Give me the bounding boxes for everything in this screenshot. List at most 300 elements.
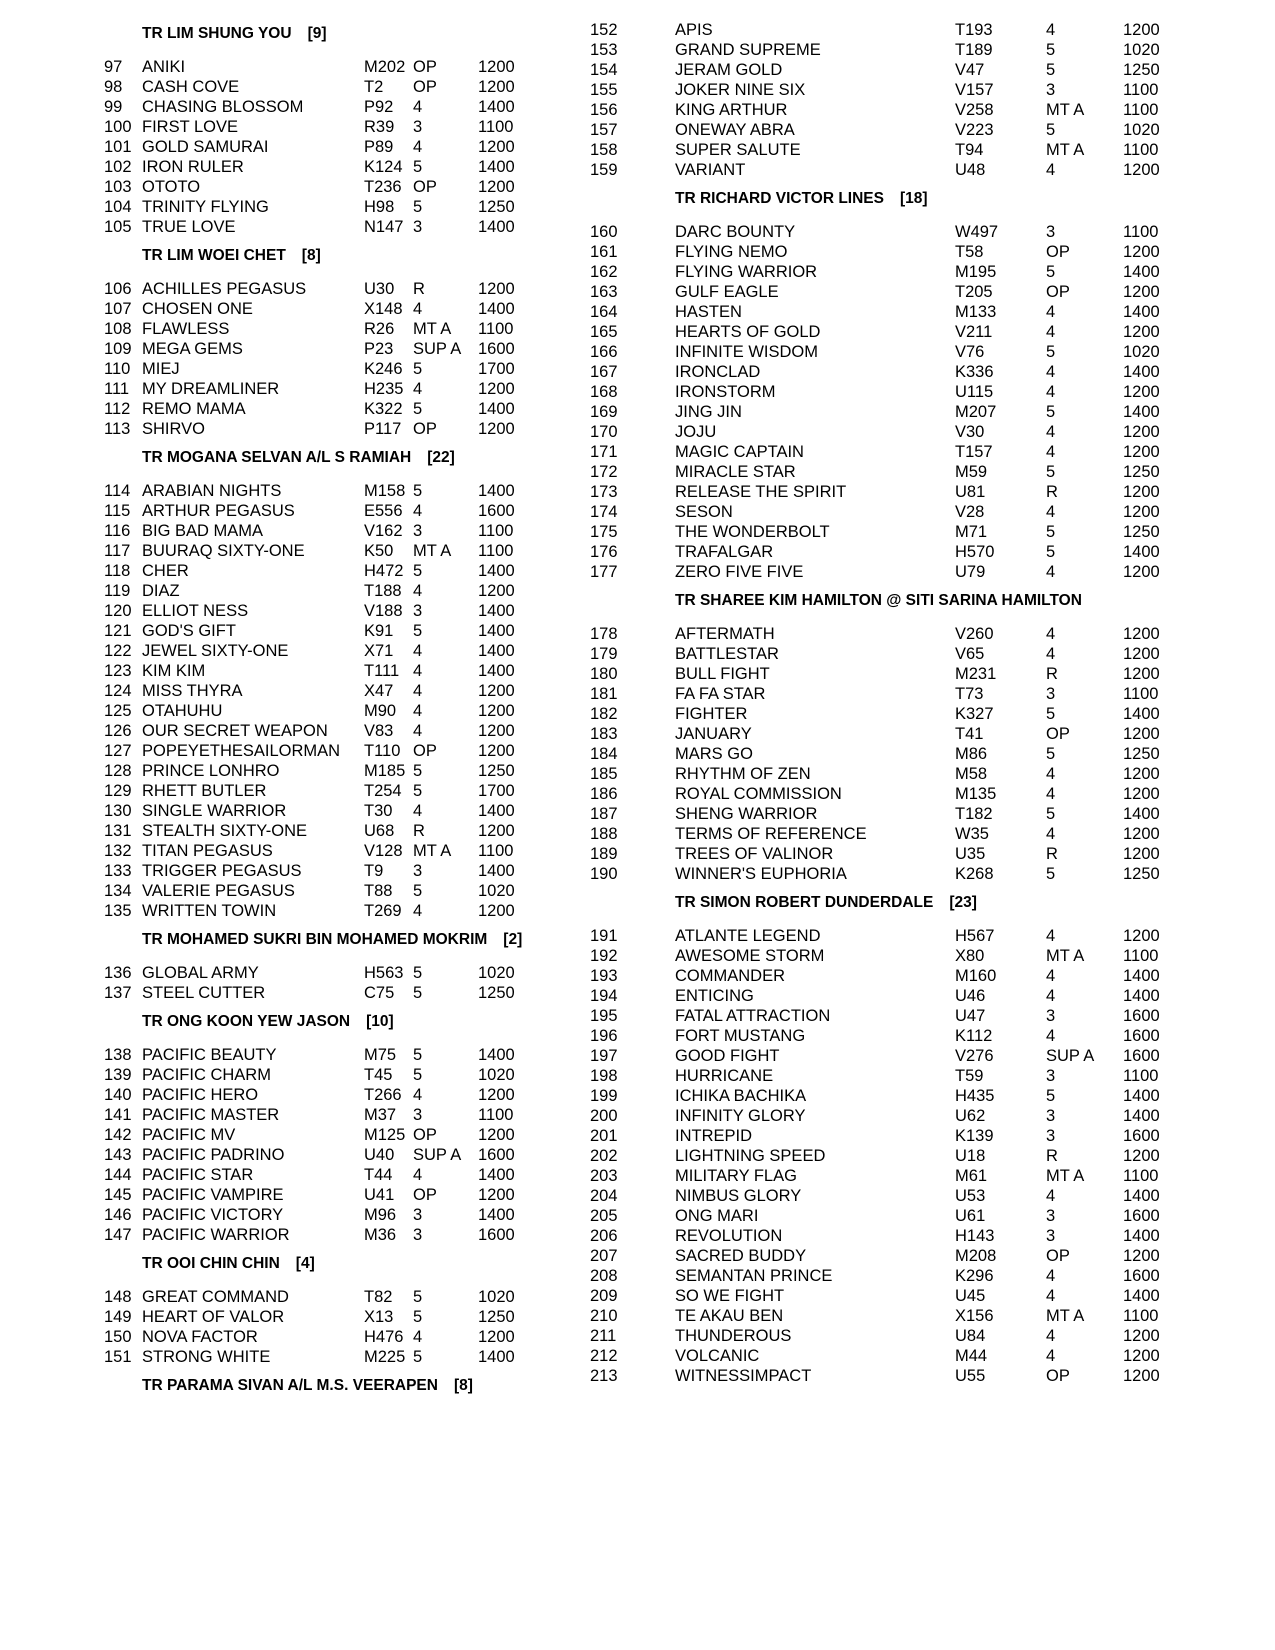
horse-distance: 1400 bbox=[478, 642, 515, 660]
horse-row bbox=[0, 1287, 600, 1307]
horse-rating: 4 bbox=[1046, 1287, 1056, 1305]
horse-name: PACIFIC VICTORY bbox=[142, 1206, 284, 1224]
horse-distance: 1200 bbox=[1123, 483, 1160, 501]
horse-code: X148 bbox=[364, 300, 403, 318]
horse-row bbox=[590, 744, 1275, 764]
horse-distance: 1600 bbox=[478, 340, 515, 358]
horse-row bbox=[0, 197, 600, 217]
horse-name: OTAHUHU bbox=[142, 702, 223, 720]
horse-row bbox=[590, 926, 1275, 946]
horse-number: 150 bbox=[104, 1328, 132, 1346]
horse-name: JEWEL SIXTY-ONE bbox=[142, 642, 289, 660]
horse-code: M75 bbox=[364, 1046, 397, 1064]
horse-rating: OP bbox=[413, 742, 437, 760]
horse-rating: 3 bbox=[413, 1106, 423, 1124]
horse-code: M207 bbox=[955, 403, 997, 421]
trainer-heading bbox=[0, 246, 600, 266]
horse-code: U79 bbox=[955, 563, 986, 581]
horse-rating: 5 bbox=[1046, 745, 1056, 763]
horse-name: STRONG WHITE bbox=[142, 1348, 271, 1366]
horse-number: 186 bbox=[590, 785, 618, 803]
horse-row bbox=[0, 781, 600, 801]
horse-number: 146 bbox=[104, 1206, 132, 1224]
horse-name: SHIRVO bbox=[142, 420, 205, 438]
horse-name: FIGHTER bbox=[675, 705, 748, 723]
horse-rating: 5 bbox=[413, 1308, 423, 1326]
horse-rating: SUP A bbox=[413, 340, 462, 358]
horse-number: 119 bbox=[104, 582, 131, 600]
horse-number: 137 bbox=[104, 984, 132, 1002]
horse-distance: 1400 bbox=[1123, 1187, 1160, 1205]
horse-row bbox=[590, 100, 1275, 120]
horse-row bbox=[0, 801, 600, 821]
horse-distance: 1200 bbox=[1123, 845, 1160, 863]
horse-name: CHOSEN ONE bbox=[142, 300, 253, 318]
horse-name: PACIFIC MASTER bbox=[142, 1106, 280, 1124]
horse-distance: 1200 bbox=[1123, 665, 1160, 683]
horse-code: T189 bbox=[955, 41, 993, 59]
horse-name: JING JIN bbox=[675, 403, 742, 421]
horse-name: MAGIC CAPTAIN bbox=[675, 443, 804, 461]
horse-number: 135 bbox=[104, 902, 132, 920]
horse-distance: 1100 bbox=[478, 118, 514, 136]
horse-rating: 4 bbox=[1046, 363, 1056, 381]
horse-rating: 5 bbox=[1046, 403, 1056, 421]
horse-distance: 1200 bbox=[478, 420, 515, 438]
horse-number: 125 bbox=[104, 702, 132, 720]
horse-code: U115 bbox=[955, 383, 994, 401]
horse-code: M37 bbox=[364, 1106, 397, 1124]
horse-row bbox=[590, 966, 1275, 986]
horse-row bbox=[590, 462, 1275, 482]
horse-rating: MT A bbox=[413, 842, 452, 860]
horse-code: M135 bbox=[955, 785, 997, 803]
horse-code: V83 bbox=[364, 722, 394, 740]
horse-name: LIGHTNING SPEED bbox=[675, 1147, 826, 1165]
horse-code: U35 bbox=[955, 845, 986, 863]
horse-rating: 5 bbox=[413, 1348, 423, 1366]
horse-code: H235 bbox=[364, 380, 404, 398]
horse-code: U81 bbox=[955, 483, 986, 501]
horse-row bbox=[0, 581, 600, 601]
horse-row bbox=[590, 946, 1275, 966]
horse-distance: 1200 bbox=[1123, 1147, 1160, 1165]
horse-row bbox=[590, 1326, 1275, 1346]
horse-name: TITAN PEGASUS bbox=[142, 842, 273, 860]
horse-rating: MT A bbox=[1046, 1307, 1085, 1325]
horse-row bbox=[590, 60, 1275, 80]
horse-number: 181 bbox=[590, 685, 618, 703]
horse-number: 180 bbox=[590, 665, 618, 683]
horse-number: 98 bbox=[104, 78, 123, 96]
horse-distance: 1200 bbox=[1123, 725, 1160, 743]
horse-distance: 1200 bbox=[478, 682, 515, 700]
horse-number: 195 bbox=[590, 1007, 618, 1025]
horse-name: SO WE FIGHT bbox=[675, 1287, 785, 1305]
horse-number: 157 bbox=[590, 121, 618, 139]
horse-code: H476 bbox=[364, 1328, 404, 1346]
horse-distance: 1200 bbox=[1123, 1347, 1160, 1365]
horse-rating: 5 bbox=[413, 1046, 423, 1064]
horse-distance: 1250 bbox=[1123, 463, 1160, 481]
horse-number: 147 bbox=[104, 1226, 132, 1244]
horse-distance: 1400 bbox=[478, 98, 515, 116]
horse-name: BUURAQ SIXTY-ONE bbox=[142, 542, 305, 560]
horse-code: C75 bbox=[364, 984, 395, 1002]
horse-distance: 1400 bbox=[1123, 967, 1160, 985]
horse-row bbox=[0, 721, 600, 741]
horse-row bbox=[590, 160, 1275, 180]
horse-number: 112 bbox=[104, 400, 131, 418]
horse-code: M59 bbox=[955, 463, 988, 481]
horse-code: V157 bbox=[955, 81, 994, 99]
horse-number: 175 bbox=[590, 523, 618, 541]
horse-name: HURRICANE bbox=[675, 1067, 774, 1085]
horse-row bbox=[0, 1145, 600, 1165]
horse-code: T88 bbox=[364, 882, 393, 900]
trainer-horse-count: [22] bbox=[427, 449, 455, 466]
horse-code: X156 bbox=[955, 1307, 994, 1325]
horse-rating: 5 bbox=[413, 1288, 423, 1306]
horse-number: 132 bbox=[104, 842, 132, 860]
horse-rating: 4 bbox=[1046, 765, 1056, 783]
horse-name: PACIFIC VAMPIRE bbox=[142, 1186, 284, 1204]
horse-rating: 4 bbox=[1046, 323, 1056, 341]
horse-row bbox=[590, 1186, 1275, 1206]
horse-rating: 5 bbox=[1046, 543, 1056, 561]
horse-rating: R bbox=[1046, 845, 1058, 863]
trainer-name: TR ONG KOON YEW JASON bbox=[142, 1013, 351, 1030]
horse-code: T30 bbox=[364, 802, 393, 820]
horse-code: V30 bbox=[955, 423, 985, 441]
horse-number: 210 bbox=[590, 1307, 618, 1325]
horse-row bbox=[0, 521, 600, 541]
horse-name: WINNER'S EUPHORIA bbox=[675, 865, 847, 883]
horse-number: 134 bbox=[104, 882, 132, 900]
horse-rating: 4 bbox=[1046, 825, 1056, 843]
horse-name: GLOBAL ARMY bbox=[142, 964, 259, 982]
trainer-name: TR LIM WOEI CHET bbox=[142, 247, 286, 264]
horse-row bbox=[590, 1066, 1275, 1086]
horse-row bbox=[590, 704, 1275, 724]
horse-code: T73 bbox=[955, 685, 984, 703]
horse-row bbox=[0, 621, 600, 641]
horse-distance: 1100 bbox=[1123, 81, 1159, 99]
horse-name: MY DREAMLINER bbox=[142, 380, 280, 398]
horse-code: M61 bbox=[955, 1167, 988, 1185]
horse-rating: 3 bbox=[1046, 1127, 1056, 1145]
horse-row bbox=[590, 422, 1275, 442]
horse-row bbox=[0, 1045, 600, 1065]
horse-number: 178 bbox=[590, 625, 618, 643]
horse-code: M71 bbox=[955, 523, 988, 541]
trainer-heading bbox=[590, 893, 1275, 913]
horse-code: M208 bbox=[955, 1247, 997, 1265]
horse-rating: 5 bbox=[413, 762, 423, 780]
horse-row bbox=[590, 804, 1275, 824]
horse-number: 173 bbox=[590, 483, 618, 501]
horse-code: W497 bbox=[955, 223, 999, 241]
horse-distance: 1400 bbox=[478, 300, 515, 318]
horse-number: 162 bbox=[590, 263, 618, 281]
horse-name: PRINCE LONHRO bbox=[142, 762, 280, 780]
horse-code: M36 bbox=[364, 1226, 397, 1244]
horse-number: 192 bbox=[590, 947, 618, 965]
horse-code: V260 bbox=[955, 625, 994, 643]
horse-rating: OP bbox=[413, 1186, 437, 1204]
trainer-horse-count: [8] bbox=[453, 1377, 473, 1394]
horse-name: PACIFIC HERO bbox=[142, 1086, 259, 1104]
horse-code: T82 bbox=[364, 1288, 393, 1306]
horse-distance: 1400 bbox=[1123, 263, 1160, 281]
horse-rating: 4 bbox=[413, 902, 423, 920]
horse-number: 166 bbox=[590, 343, 618, 361]
horse-rating: 3 bbox=[413, 1206, 423, 1224]
horse-distance: 1400 bbox=[478, 1348, 515, 1366]
horse-code: T266 bbox=[364, 1086, 402, 1104]
horse-number: 183 bbox=[590, 725, 618, 743]
horse-number: 155 bbox=[590, 81, 618, 99]
horse-row bbox=[0, 1125, 600, 1145]
horse-distance: 1200 bbox=[478, 280, 515, 298]
horse-code: H435 bbox=[955, 1087, 995, 1105]
horse-code: U45 bbox=[955, 1287, 986, 1305]
horse-code: M225 bbox=[364, 1348, 406, 1366]
horse-row bbox=[0, 821, 600, 841]
horse-distance: 1200 bbox=[1123, 283, 1160, 301]
horse-name: KING ARTHUR bbox=[675, 101, 788, 119]
horse-distance: 1200 bbox=[1123, 1327, 1160, 1345]
horse-row bbox=[0, 963, 600, 983]
trainer-name: TR PARAMA SIVAN A/L M.S. VEERAPEN bbox=[142, 1377, 438, 1394]
horse-row bbox=[0, 379, 600, 399]
horse-number: 205 bbox=[590, 1207, 618, 1225]
horse-row bbox=[0, 541, 600, 561]
horse-row bbox=[590, 1206, 1275, 1226]
horse-distance: 1200 bbox=[478, 902, 515, 920]
horse-number: 138 bbox=[104, 1046, 132, 1064]
horse-code: T2 bbox=[364, 78, 384, 96]
horse-code: P117 bbox=[364, 420, 402, 438]
horse-number: 101 bbox=[104, 138, 132, 156]
trainer-heading bbox=[590, 189, 1275, 209]
horse-row bbox=[0, 279, 600, 299]
horse-rating: R bbox=[1046, 665, 1058, 683]
horse-number: 202 bbox=[590, 1147, 618, 1165]
horse-distance: 1600 bbox=[1123, 1047, 1160, 1065]
horse-row bbox=[590, 1246, 1275, 1266]
horse-name: VARIANT bbox=[675, 161, 746, 179]
horse-number: 142 bbox=[104, 1126, 132, 1144]
horse-row bbox=[0, 1105, 600, 1125]
horse-rating: MT A bbox=[1046, 141, 1085, 159]
horse-code: X47 bbox=[364, 682, 394, 700]
horse-name: THE WONDERBOLT bbox=[675, 523, 830, 541]
horse-name: OTOTO bbox=[142, 178, 201, 196]
horse-row bbox=[590, 684, 1275, 704]
horse-code: X80 bbox=[955, 947, 985, 965]
horse-distance: 1200 bbox=[1123, 323, 1160, 341]
horse-code: T45 bbox=[364, 1066, 393, 1084]
horse-row bbox=[0, 761, 600, 781]
horse-name: VOLCANIC bbox=[675, 1347, 760, 1365]
horse-code: T236 bbox=[364, 178, 402, 196]
horse-number: 197 bbox=[590, 1047, 618, 1065]
horse-code: K91 bbox=[364, 622, 394, 640]
horse-rating: 4 bbox=[1046, 967, 1056, 985]
horse-distance: 1250 bbox=[478, 762, 515, 780]
horse-number: 193 bbox=[590, 967, 618, 985]
horse-distance: 1700 bbox=[478, 782, 515, 800]
horse-distance: 1200 bbox=[1123, 161, 1160, 179]
horse-distance: 1400 bbox=[478, 602, 515, 620]
horse-distance: 1400 bbox=[1123, 805, 1160, 823]
trainer-name: TR RICHARD VICTOR LINES bbox=[675, 190, 884, 207]
horse-rating: 5 bbox=[1046, 1087, 1056, 1105]
horse-code: U41 bbox=[364, 1186, 395, 1204]
horse-row bbox=[0, 1185, 600, 1205]
horse-number: 196 bbox=[590, 1027, 618, 1045]
horse-number: 106 bbox=[104, 280, 132, 298]
horse-distance: 1200 bbox=[478, 702, 515, 720]
horse-row bbox=[0, 681, 600, 701]
horse-row bbox=[590, 282, 1275, 302]
horse-distance: 1200 bbox=[1123, 383, 1160, 401]
horse-number: 109 bbox=[104, 340, 132, 358]
horse-number: 136 bbox=[104, 964, 132, 982]
horse-row bbox=[0, 1065, 600, 1085]
horse-name: ATLANTE LEGEND bbox=[675, 927, 821, 945]
horse-distance: 1600 bbox=[1123, 1267, 1160, 1285]
horse-name: DARC BOUNTY bbox=[675, 223, 796, 241]
horse-rating: 5 bbox=[413, 882, 423, 900]
horse-rating: 4 bbox=[413, 1086, 423, 1104]
horse-distance: 1020 bbox=[1123, 41, 1160, 59]
horse-distance: 1200 bbox=[1123, 645, 1160, 663]
horse-row bbox=[590, 20, 1275, 40]
horse-distance: 1200 bbox=[478, 1126, 515, 1144]
horse-distance: 1400 bbox=[478, 218, 515, 236]
horse-rating: 5 bbox=[413, 562, 423, 580]
horse-number: 176 bbox=[590, 543, 618, 561]
horse-row bbox=[0, 661, 600, 681]
trainer-name: TR MOHAMED SUKRI BIN MOHAMED MOKRIM bbox=[142, 931, 488, 948]
horse-row bbox=[0, 1225, 600, 1245]
horse-rating: 4 bbox=[413, 722, 423, 740]
horse-row bbox=[0, 501, 600, 521]
horse-number: 168 bbox=[590, 383, 618, 401]
horse-rating: 3 bbox=[1046, 1007, 1056, 1025]
horse-name: IRON RULER bbox=[142, 158, 244, 176]
horse-row bbox=[590, 140, 1275, 160]
horse-name: JOJU bbox=[675, 423, 717, 441]
horse-distance: 1100 bbox=[1123, 223, 1159, 241]
horse-name: BIG BAD MAMA bbox=[142, 522, 264, 540]
horse-rating: 4 bbox=[1046, 927, 1056, 945]
horse-distance: 1200 bbox=[1123, 927, 1160, 945]
horse-number: 121 bbox=[104, 622, 132, 640]
horse-code: T111 bbox=[364, 662, 400, 680]
horse-distance: 1400 bbox=[478, 862, 515, 880]
horse-row bbox=[590, 222, 1275, 242]
horse-row bbox=[590, 1046, 1275, 1066]
horse-code: M160 bbox=[955, 967, 997, 985]
horse-rating: 4 bbox=[413, 662, 423, 680]
horse-name: ONG MARI bbox=[675, 1207, 759, 1225]
horse-code: M133 bbox=[955, 303, 997, 321]
horse-row bbox=[0, 1347, 600, 1367]
horse-distance: 1100 bbox=[478, 842, 514, 860]
horse-number: 165 bbox=[590, 323, 618, 341]
horse-row bbox=[590, 262, 1275, 282]
horse-number: 104 bbox=[104, 198, 132, 216]
horse-row bbox=[0, 97, 600, 117]
horse-rating: R bbox=[413, 280, 425, 298]
horse-distance: 1100 bbox=[1123, 685, 1159, 703]
horse-code: K246 bbox=[364, 360, 403, 378]
horse-name: KIM KIM bbox=[142, 662, 206, 680]
horse-number: 122 bbox=[104, 642, 132, 660]
horse-number: 111 bbox=[104, 380, 130, 398]
horse-name: AWESOME STORM bbox=[675, 947, 825, 965]
trainer-heading bbox=[0, 1254, 600, 1274]
horse-row bbox=[0, 841, 600, 861]
horse-number: 148 bbox=[104, 1288, 132, 1306]
horse-rating: 4 bbox=[1046, 625, 1056, 643]
horse-name: MILITARY FLAG bbox=[675, 1167, 797, 1185]
horse-row bbox=[590, 1226, 1275, 1246]
horse-name: JANUARY bbox=[675, 725, 752, 743]
horse-distance: 1600 bbox=[1123, 1207, 1160, 1225]
horse-code: H563 bbox=[364, 964, 404, 982]
horse-code: V76 bbox=[955, 343, 985, 361]
horse-number: 185 bbox=[590, 765, 618, 783]
horse-rating: 4 bbox=[1046, 443, 1056, 461]
horse-name: PACIFIC STAR bbox=[142, 1166, 254, 1184]
horse-row bbox=[590, 784, 1275, 804]
horse-rating: 4 bbox=[1046, 21, 1056, 39]
horse-name: GULF EAGLE bbox=[675, 283, 779, 301]
horse-code: U30 bbox=[364, 280, 395, 298]
horse-number: 208 bbox=[590, 1267, 618, 1285]
horse-name: GOD'S GIFT bbox=[142, 622, 236, 640]
horse-code: M44 bbox=[955, 1347, 988, 1365]
horse-rating: 4 bbox=[413, 502, 423, 520]
horse-number: 187 bbox=[590, 805, 618, 823]
horse-row bbox=[0, 157, 600, 177]
horse-rating: 5 bbox=[413, 1066, 423, 1084]
horse-code: T9 bbox=[364, 862, 384, 880]
horse-distance: 1250 bbox=[478, 984, 515, 1002]
horse-rating: OP bbox=[413, 178, 437, 196]
horse-name: CHASING BLOSSOM bbox=[142, 98, 304, 116]
horse-distance: 1400 bbox=[478, 400, 515, 418]
horse-distance: 1200 bbox=[1123, 625, 1160, 643]
horse-name: HEART OF VALOR bbox=[142, 1308, 285, 1326]
horse-rating: 3 bbox=[1046, 685, 1056, 703]
horse-rating: OP bbox=[413, 1126, 437, 1144]
horse-code: U84 bbox=[955, 1327, 986, 1345]
horse-number: 100 bbox=[104, 118, 132, 136]
horse-distance: 1020 bbox=[478, 1288, 515, 1306]
horse-code: V211 bbox=[955, 323, 993, 341]
horse-row bbox=[590, 322, 1275, 342]
horse-name: REMO MAMA bbox=[142, 400, 246, 418]
horse-number: 110 bbox=[104, 360, 131, 378]
horse-rating: MT A bbox=[1046, 1167, 1085, 1185]
horse-number: 143 bbox=[104, 1146, 132, 1164]
horse-name: MISS THYRA bbox=[142, 682, 243, 700]
